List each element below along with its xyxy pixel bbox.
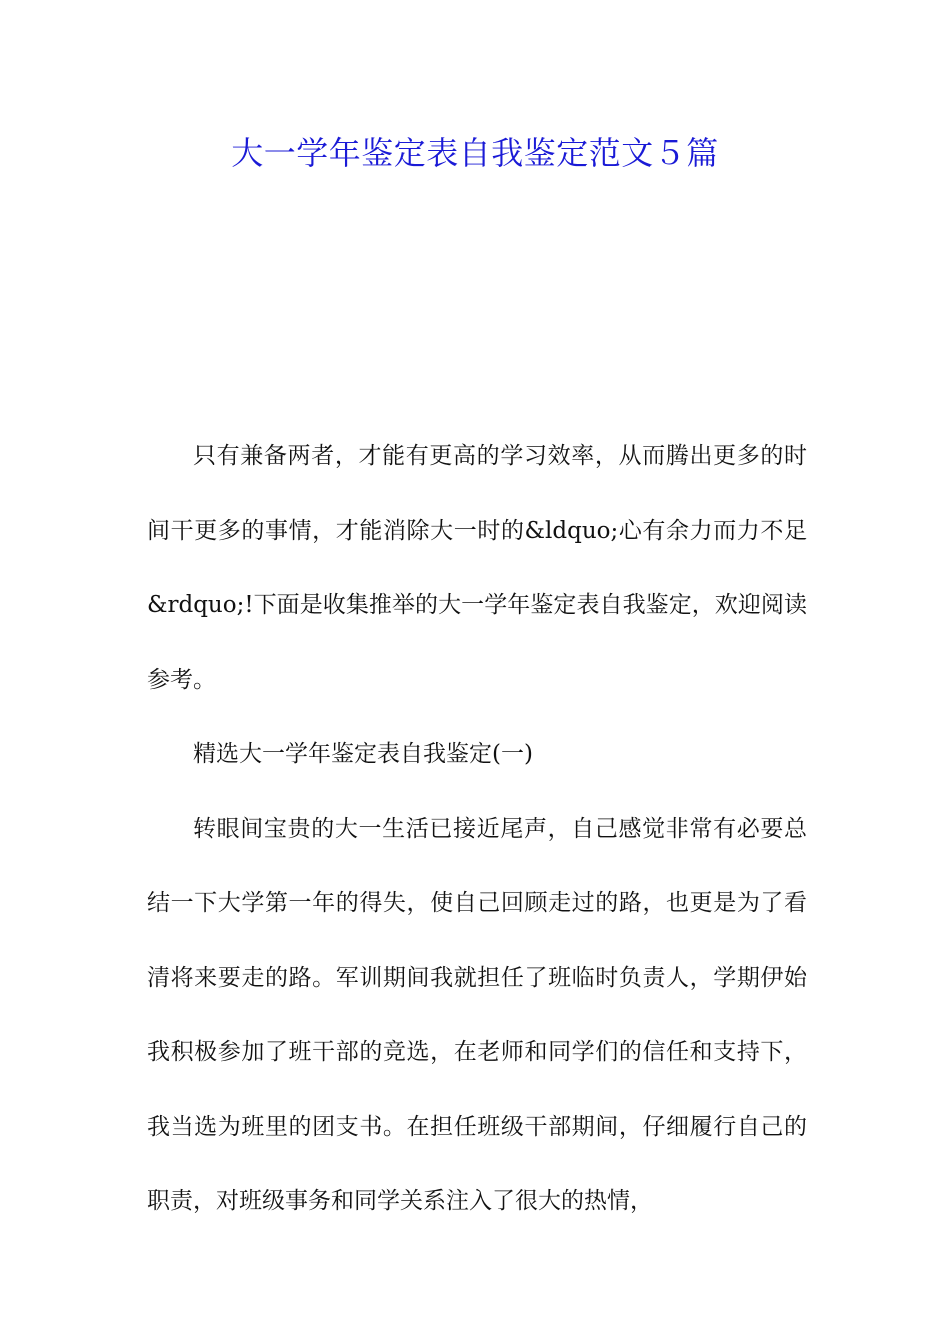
document-title: 大一学年鉴定表自我鉴定范文５篇 <box>231 134 719 172</box>
body-paragraph: 转眼间宝贵的大一生活已接近尾声，自己感觉非常有必要总结一下大学第一年的得失，使自己回顾走过的路，也更是为了看清将来要走的路。军训期间我就担任了班临时负责人，学期伊始我积极参加了班干部的竞选，在老师和同学们的信任和支持下，我当选为班里的团支书。在担任班级干部期间，仔细履行自己的职责，对班级事务和同学关系注入了很大的热情， <box>147 815 807 1214</box>
intro-paragraph: 只有兼备两者，才能有更高的学习效率，从而腾出更多的时间干更多的事情，才能消除大一时的&ldquo;心有余力而力不足&rdquo;!下面是收集推举的大一学年鉴定表自我鉴定，欢迎阅读参考。 <box>147 443 807 693</box>
section-heading: 精选大一学年鉴定表自我鉴定(一) <box>193 741 533 767</box>
document-body <box>147 419 807 1239</box>
